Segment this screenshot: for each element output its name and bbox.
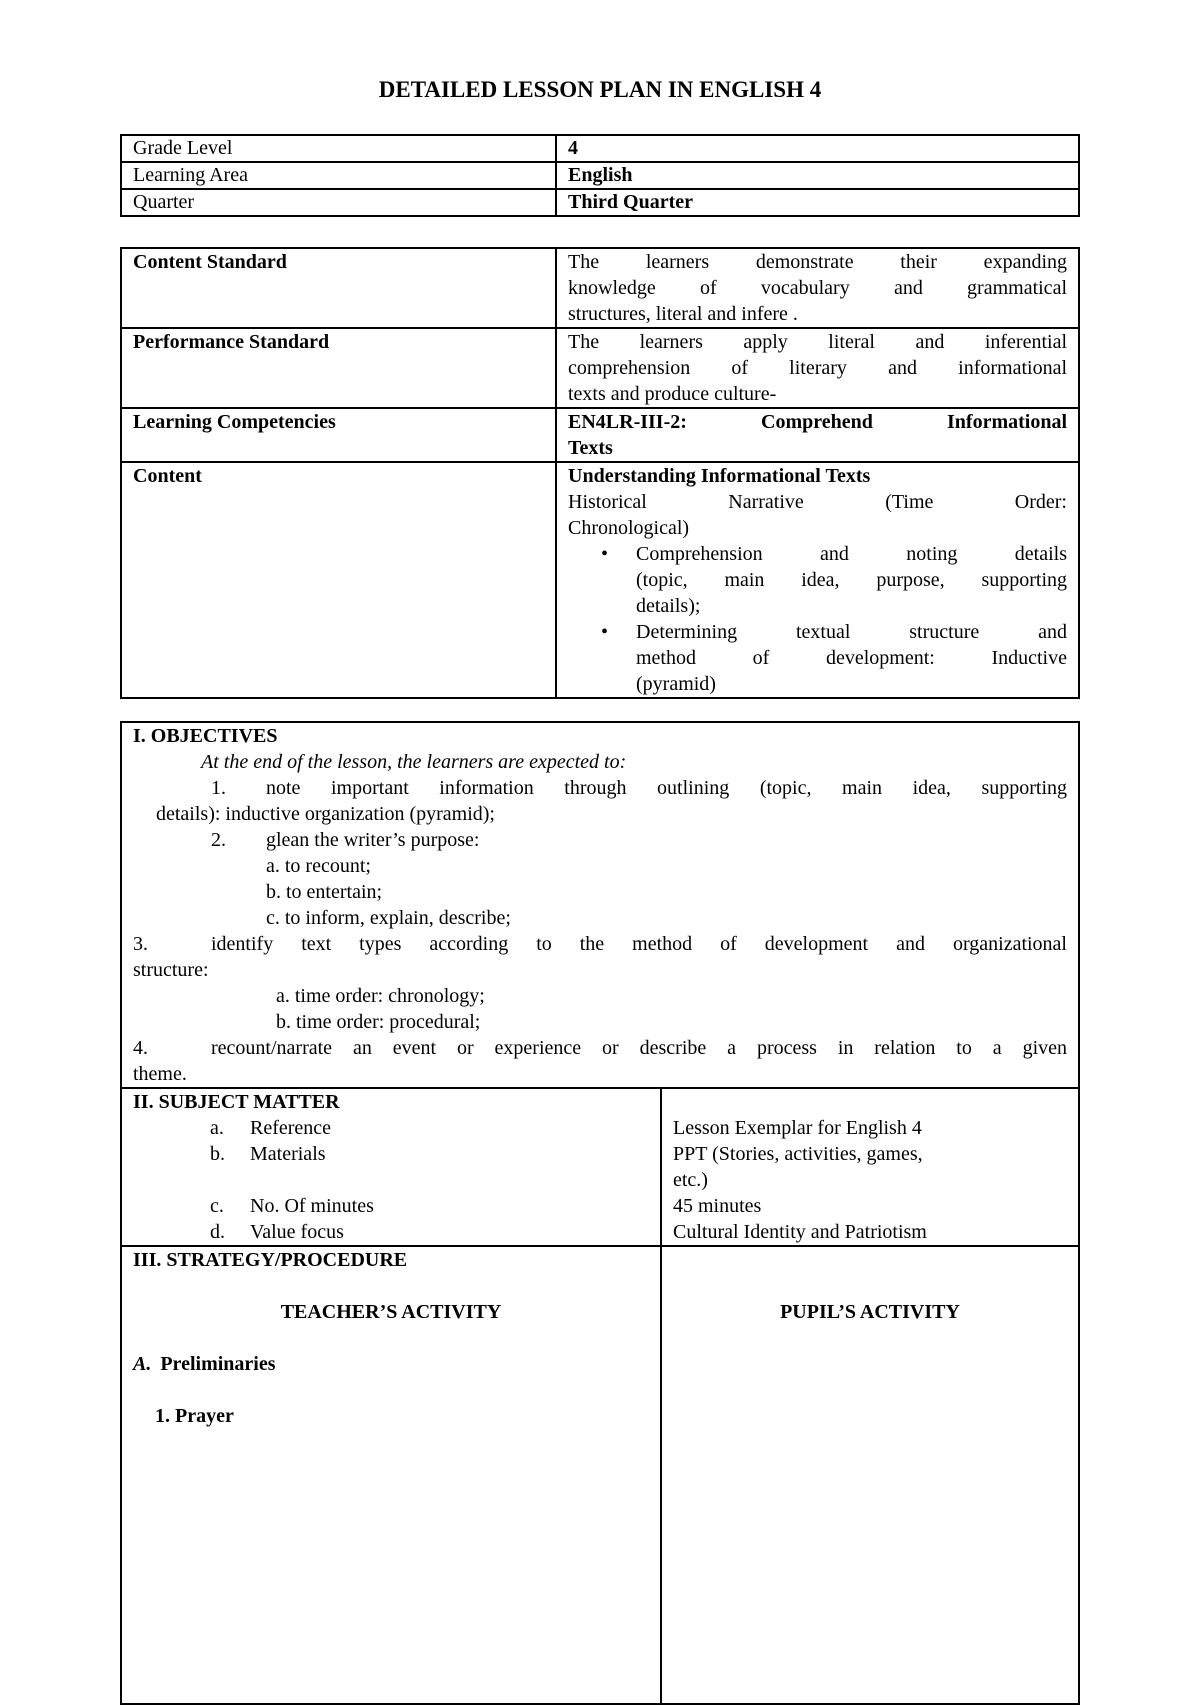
subject-matter-heading: II. SUBJECT MATTER	[133, 1091, 340, 1113]
item-letter: d.	[210, 1221, 225, 1243]
spacer	[673, 1273, 1067, 1299]
teacher-activity-heading: TEACHER’S ACTIVITY	[280, 1301, 502, 1323]
item-text-continued: details): inductive organization (pyramid);	[156, 803, 495, 825]
content-standard-row	[121, 248, 1079, 328]
learning-area-label: Learning Area	[121, 162, 556, 189]
subject-matter-item-a	[133, 1115, 649, 1141]
grade-level-label: Grade Level	[121, 135, 556, 162]
objective-item-4	[133, 1035, 1067, 1087]
item-text: Value focus	[250, 1221, 344, 1243]
subject-matter-item-c	[133, 1193, 649, 1219]
objective-item-2b: b. to entertain;	[266, 881, 383, 903]
subject-matter-section	[121, 1088, 661, 1246]
bullet-icon: •	[601, 621, 609, 643]
content-row	[121, 462, 1079, 698]
item-number: 4.	[133, 1037, 148, 1059]
spacer	[673, 1089, 1067, 1115]
content-text	[556, 462, 1079, 698]
text-line: knowledge of vocabulary and grammatical	[568, 277, 1067, 299]
objectives-row	[121, 722, 1079, 1088]
learning-competencies-label: Learning Competencies	[121, 408, 556, 462]
objectives-heading: I. OBJECTIVES	[133, 725, 278, 747]
objective-item-3b: b. time order: procedural;	[276, 1011, 481, 1033]
text-line: EN4LR-III-2: Comprehend Informational	[568, 411, 1067, 433]
spacer	[133, 1273, 649, 1299]
subject-matter-row	[121, 1088, 1079, 1246]
item-text: note important information through outlining (topic, main idea, supporting	[266, 777, 1067, 799]
objective-item-3	[133, 931, 1067, 983]
info-row-grade-level	[121, 135, 1079, 162]
performance-standard-row	[121, 328, 1079, 408]
objectives-intro: At the end of the lesson, the learners are expected to:	[201, 751, 627, 773]
item-letter: c.	[210, 1195, 224, 1217]
text-line: structures, literal and infere .	[568, 303, 798, 325]
item-text-continued: structure:	[133, 959, 209, 981]
bullet-text	[636, 619, 1067, 697]
text-line: The learners demonstrate their expanding	[568, 251, 1067, 273]
spacer	[673, 1247, 1067, 1273]
spacer	[133, 1325, 649, 1351]
detail-value-focus: Cultural Identity and Patriotism	[673, 1221, 927, 1243]
objective-item-2c: c. to inform, explain, describe;	[266, 907, 511, 929]
item-text: glean the writer’s purpose:	[266, 829, 480, 851]
content-title: Understanding Informational Texts	[568, 465, 871, 487]
standards-table	[120, 247, 1080, 699]
detail-materials: PPT (Stories, activities, games,	[673, 1143, 923, 1165]
grade-level-value: 4	[556, 135, 1079, 162]
learning-competencies-text	[556, 408, 1079, 462]
subject-matter-item-d	[133, 1219, 649, 1245]
detail-materials-continued: etc.)	[673, 1169, 708, 1191]
item-number: 1.	[211, 777, 226, 799]
text-line: (pyramid)	[636, 673, 716, 695]
content-bullet-1	[568, 541, 1067, 619]
text-line: method of development: Inductive	[636, 647, 1067, 669]
text-line: Chronological)	[568, 517, 690, 539]
objective-item-2a: a. to recount;	[266, 855, 371, 877]
objectives-section	[121, 722, 1079, 1088]
text-line: Historical Narrative (Time Order:	[568, 491, 1067, 513]
content-standard-label: Content Standard	[121, 248, 556, 328]
item-letter: a.	[210, 1117, 224, 1139]
quarter-value: Third Quarter	[556, 189, 1079, 216]
item-text: Materials	[250, 1143, 326, 1165]
objective-item-1	[133, 775, 1067, 827]
pupil-activity-heading: PUPIL’S ACTIVITY	[780, 1301, 960, 1323]
performance-standard-label: Performance Standard	[121, 328, 556, 408]
text-line: details);	[636, 595, 701, 617]
document-title: DETAILED LESSON PLAN IN ENGLISH 4	[378, 77, 822, 102]
text-line: comprehension of literary and informational	[568, 357, 1067, 379]
text-line: The learners apply literal and inferential	[568, 331, 1067, 353]
detail-reference: Lesson Exemplar for English 4	[673, 1117, 922, 1139]
procedure-heading: III. STRATEGY/PROCEDURE	[133, 1249, 408, 1271]
item-letter: b.	[210, 1143, 225, 1165]
spacer	[133, 1377, 649, 1403]
item-text: Reference	[250, 1117, 332, 1139]
text-line: Comprehension and noting details	[636, 543, 1067, 565]
text-line: Determining textual structure and	[636, 621, 1067, 643]
item-text-continued: theme.	[133, 1063, 187, 1085]
text-line: Texts	[568, 437, 613, 459]
detail-minutes: 45 minutes	[673, 1195, 762, 1217]
step-prayer: 1. Prayer	[155, 1405, 234, 1427]
bullet-text	[636, 541, 1067, 619]
content-bullet-2	[568, 619, 1067, 697]
learning-area-value: English	[556, 162, 1079, 189]
objective-item-2	[133, 827, 1067, 853]
content-label: Content	[121, 462, 556, 698]
performance-standard-text	[556, 328, 1079, 408]
text-line: texts and produce culture-	[568, 383, 777, 405]
learning-competencies-row	[121, 408, 1079, 462]
item-number: 2.	[211, 829, 226, 851]
item-number: 3.	[133, 933, 148, 955]
section-letter: A.	[133, 1353, 152, 1375]
quarter-label: Quarter	[121, 189, 556, 216]
text-line: (topic, main idea, purpose, supporting	[636, 569, 1067, 591]
procedure-row	[121, 1246, 1079, 1704]
section-name: Preliminaries	[160, 1353, 276, 1375]
info-row-quarter	[121, 189, 1079, 216]
procedure-pupil-column	[661, 1246, 1079, 1704]
item-text: recount/narrate an event or experience or describe a process in relation to a given	[211, 1037, 1067, 1059]
procedure-teacher-column	[121, 1246, 661, 1704]
bullet-icon: •	[601, 543, 609, 565]
info-row-learning-area	[121, 162, 1079, 189]
content-standard-text	[556, 248, 1079, 328]
lesson-body-table	[120, 721, 1080, 1705]
item-text: identify text types according to the method of development and organizational	[211, 933, 1067, 955]
spacer	[133, 1167, 649, 1193]
header-info-table	[120, 134, 1080, 217]
subject-matter-details	[661, 1088, 1079, 1246]
item-text: No. Of minutes	[250, 1195, 374, 1217]
objective-item-3a: a. time order: chronology;	[276, 985, 485, 1007]
subject-matter-item-b	[133, 1141, 649, 1167]
section-a-heading	[133, 1351, 649, 1377]
